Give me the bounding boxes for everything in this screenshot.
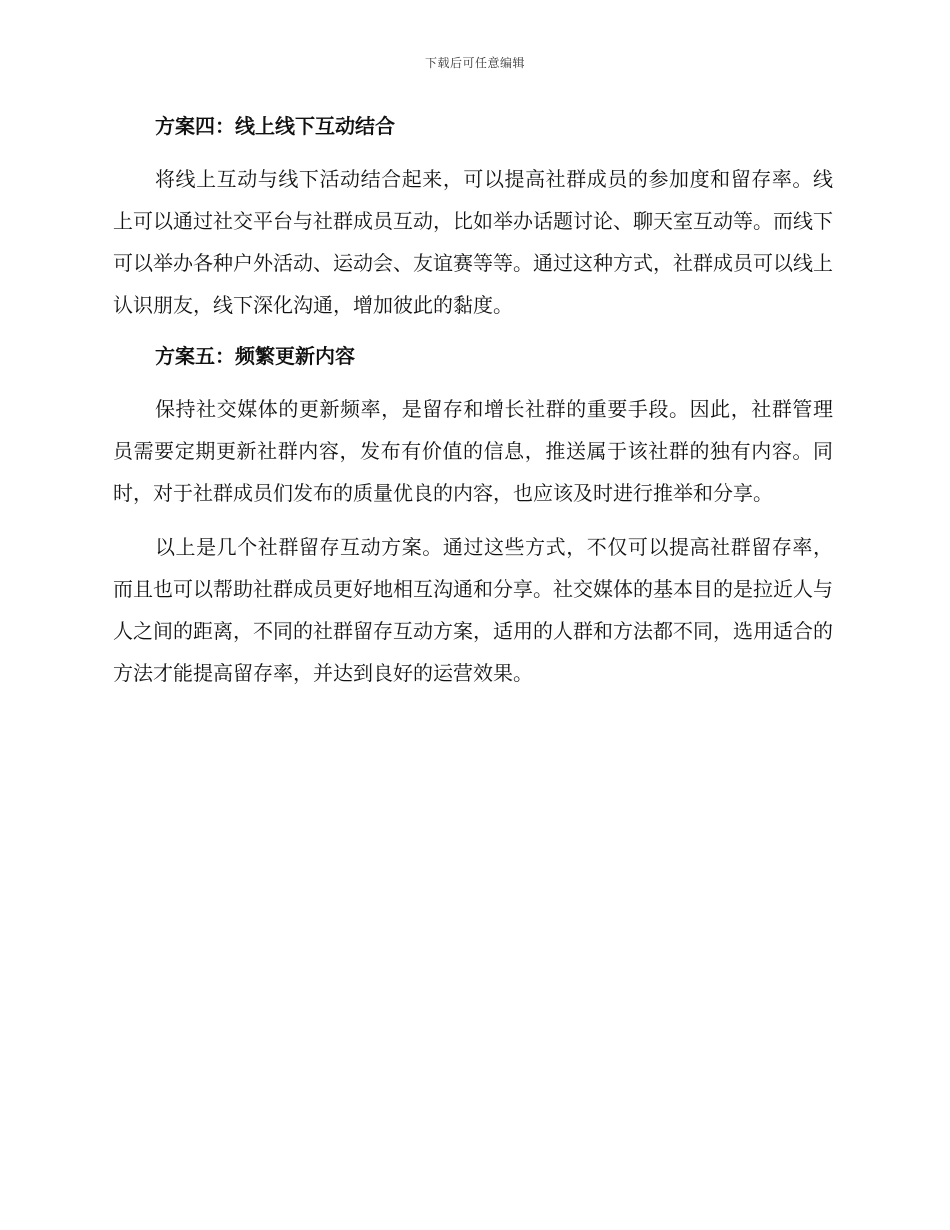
conclusion-paragraph: 以上是几个社群留存互动方案。通过这些方式，不仅可以提高社群留存率，而且也可以帮助社群成员更好地相互沟通和分享。社交媒体的基本目的是拉近人与人之间的距离，不同的社群留存互动方案，适用的人群和方法都不同，选用适合的方法才能提高留存率，并达到良好的运营效果。 <box>113 535 833 685</box>
section-paragraph-plan-5: 保持社交媒体的更新频率，是留存和增长社群的重要手段。因此，社群管理员需要定期更新社群内容，发布有价值的信息，推送属于该社群的独有内容。同时，对于社群成员们发布的质量优良的内容，也应该及时进行推举和分享。 <box>113 397 833 505</box>
page-header: 下载后可任意编辑 <box>424 56 525 70</box>
section-heading-plan-4: 方案四：线上线下互动结合 <box>155 114 395 138</box>
document-body <box>113 108 833 706</box>
section-paragraph-plan-4: 将线上互动与线下活动结合起来，可以提高社群成员的参加度和留存率。线上可以通过社交平台与社群成员互动，比如举办话题讨论、聊天室互动等。而线下可以举办各种户外活动、运动会、友谊赛等等。通过这种方式，社群成员可以线上认识朋友，线下深化沟通，增加彼此的黏度。 <box>113 167 833 317</box>
section-heading-plan-5: 方案五：频繁更新内容 <box>155 344 355 368</box>
